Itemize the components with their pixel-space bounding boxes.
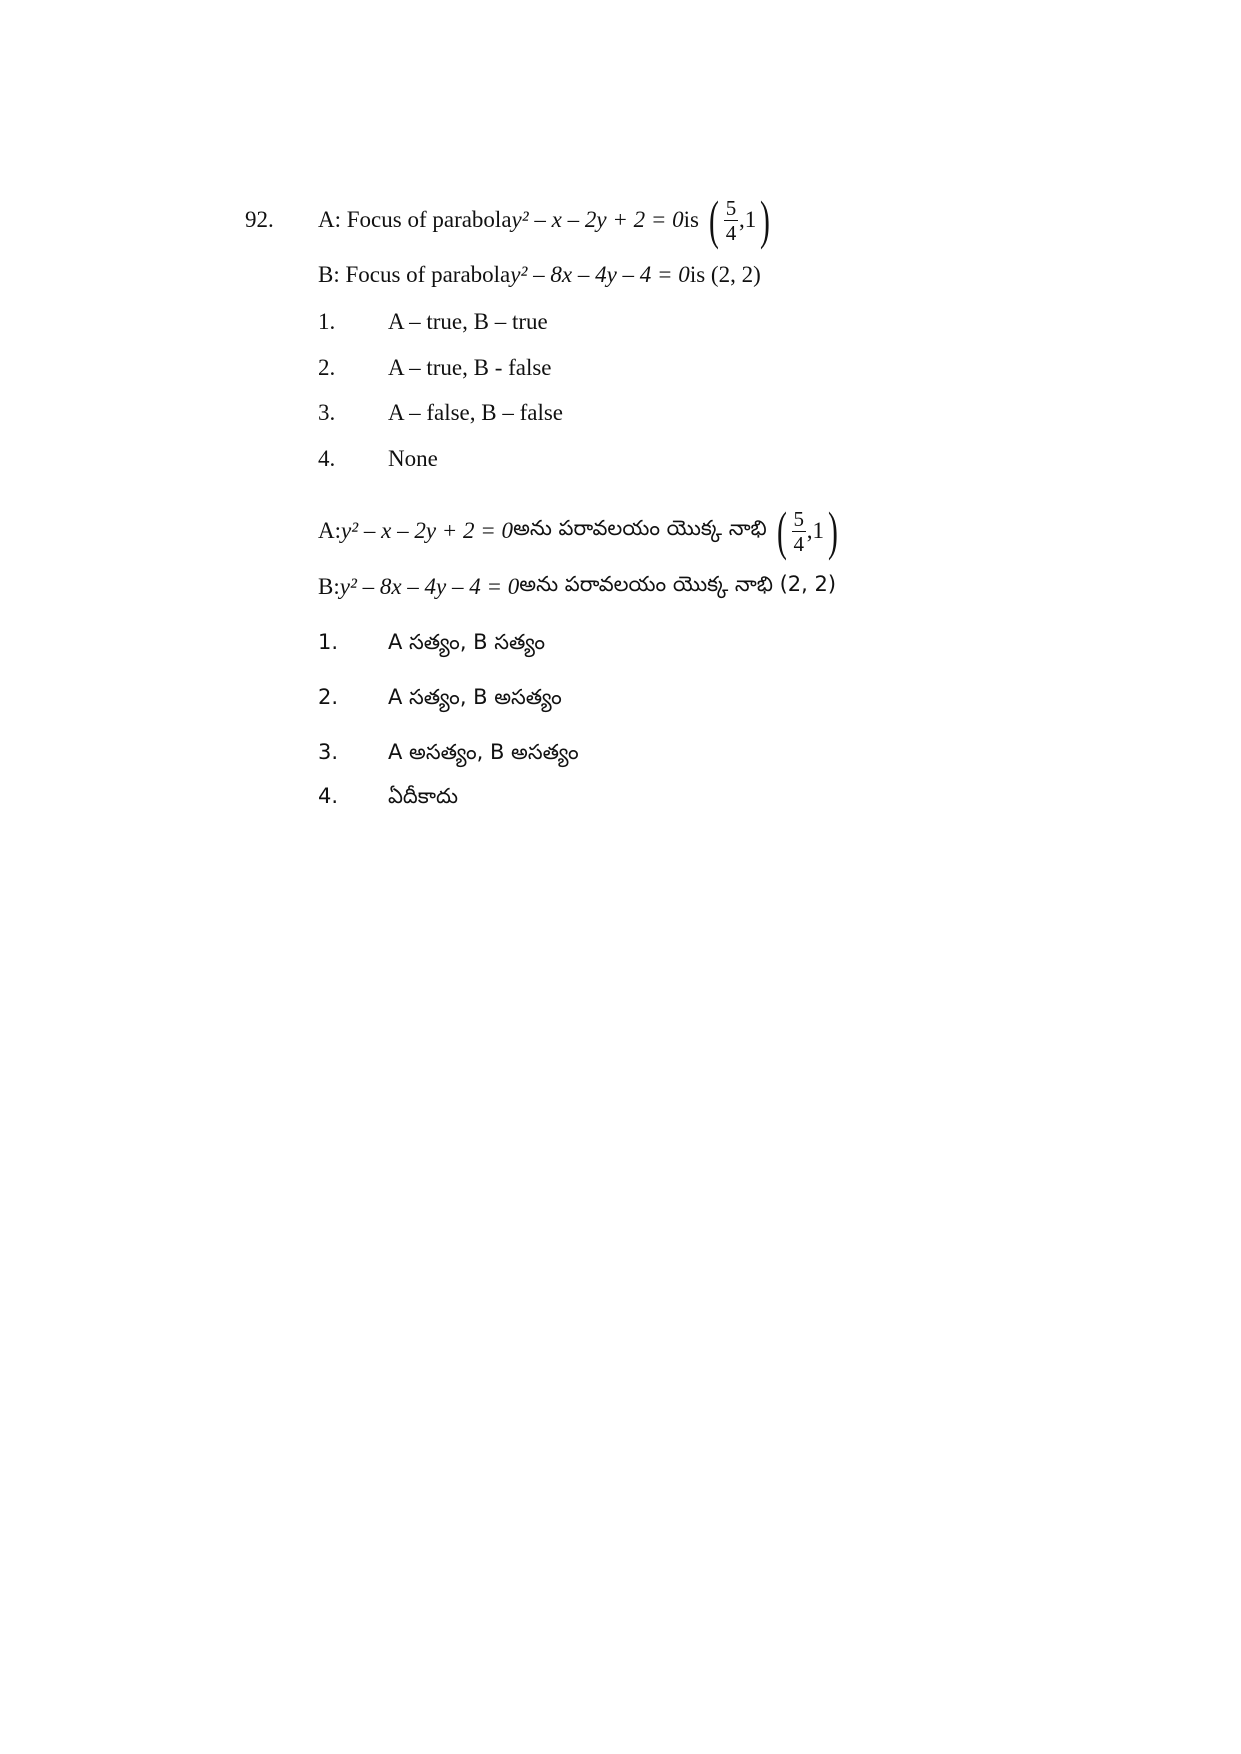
point-rest: ,1 — [738, 207, 757, 232]
statement-b-suffix: is (2, 2) — [689, 262, 761, 287]
telugu-statement-b-prefix: B: — [318, 574, 340, 599]
telugu-option-text: A అసత్యం, B అసత్యం — [388, 740, 579, 764]
statement-a-equation: y² – x – 2y + 2 = 0 — [511, 207, 684, 232]
telugu-statement-a-prefix: A: — [318, 518, 341, 543]
english-option-text: None — [388, 446, 438, 471]
english-option-number: 1. — [318, 309, 336, 334]
english-option-number: 4. — [318, 446, 336, 471]
telugu-option-text: A సత్యం, B సత్యం — [388, 630, 546, 654]
telugu-option-number: 2. — [318, 685, 339, 709]
english-option-text: A – true, B - false — [388, 355, 552, 380]
statement-a-prefix: A: Focus of parabola — [318, 207, 512, 232]
focus-point-a: ( $\frac{5}{4}$ ,1 ) — [708, 190, 771, 250]
statement-b-equation: y² – 8x – 4y – 4 = 0 — [510, 262, 690, 287]
english-statement-b — [318, 262, 761, 288]
telugu-option-number: 1. — [318, 630, 339, 654]
fraction-numerator: 5 — [725, 195, 737, 220]
english-option-number: 3. — [318, 400, 336, 425]
english-option-text: A – true, B – true — [388, 309, 548, 334]
telugu-statement-b-suffix: అను పరావలయం యొక్క నాభి (2, 2) — [519, 572, 837, 596]
telugu-option-text: A సత్యం, B అసత్యం — [388, 685, 562, 709]
fraction-denominator: 4 — [793, 531, 804, 556]
statement-a-suffix: is — [683, 207, 699, 232]
telugu-statement-b-equation: y² – 8x – 4y – 4 = 0 — [339, 574, 520, 599]
telugu-statement-a-equation: y² – x – 2y + 2 = 0 — [341, 518, 514, 543]
telugu-focus-point-a: ( $\frac{5}{4}$ ,1 ) — [776, 501, 838, 561]
fraction — [792, 508, 806, 555]
statement-b-prefix: B: Focus of parabola — [318, 262, 511, 287]
telugu-statement-a — [318, 502, 842, 560]
fraction-numerator: 5 — [793, 506, 804, 531]
fraction-denominator: 4 — [725, 220, 737, 245]
point-rest: ,1 — [806, 518, 824, 543]
question-number: 92. — [245, 207, 274, 232]
telugu-statement-b — [318, 572, 836, 602]
telugu-statement-a-suffix: అను పరావలయం యొక్క నాభి — [513, 516, 767, 540]
english-option-text: A – false, B – false — [388, 400, 564, 425]
telugu-option-text: ఏదీకాదు — [388, 784, 459, 808]
english-statement-a — [318, 192, 774, 248]
telugu-option-number: 4. — [318, 784, 339, 808]
english-option-number: 2. — [318, 355, 336, 380]
fraction — [724, 197, 738, 244]
telugu-option-number: 3. — [318, 740, 339, 764]
